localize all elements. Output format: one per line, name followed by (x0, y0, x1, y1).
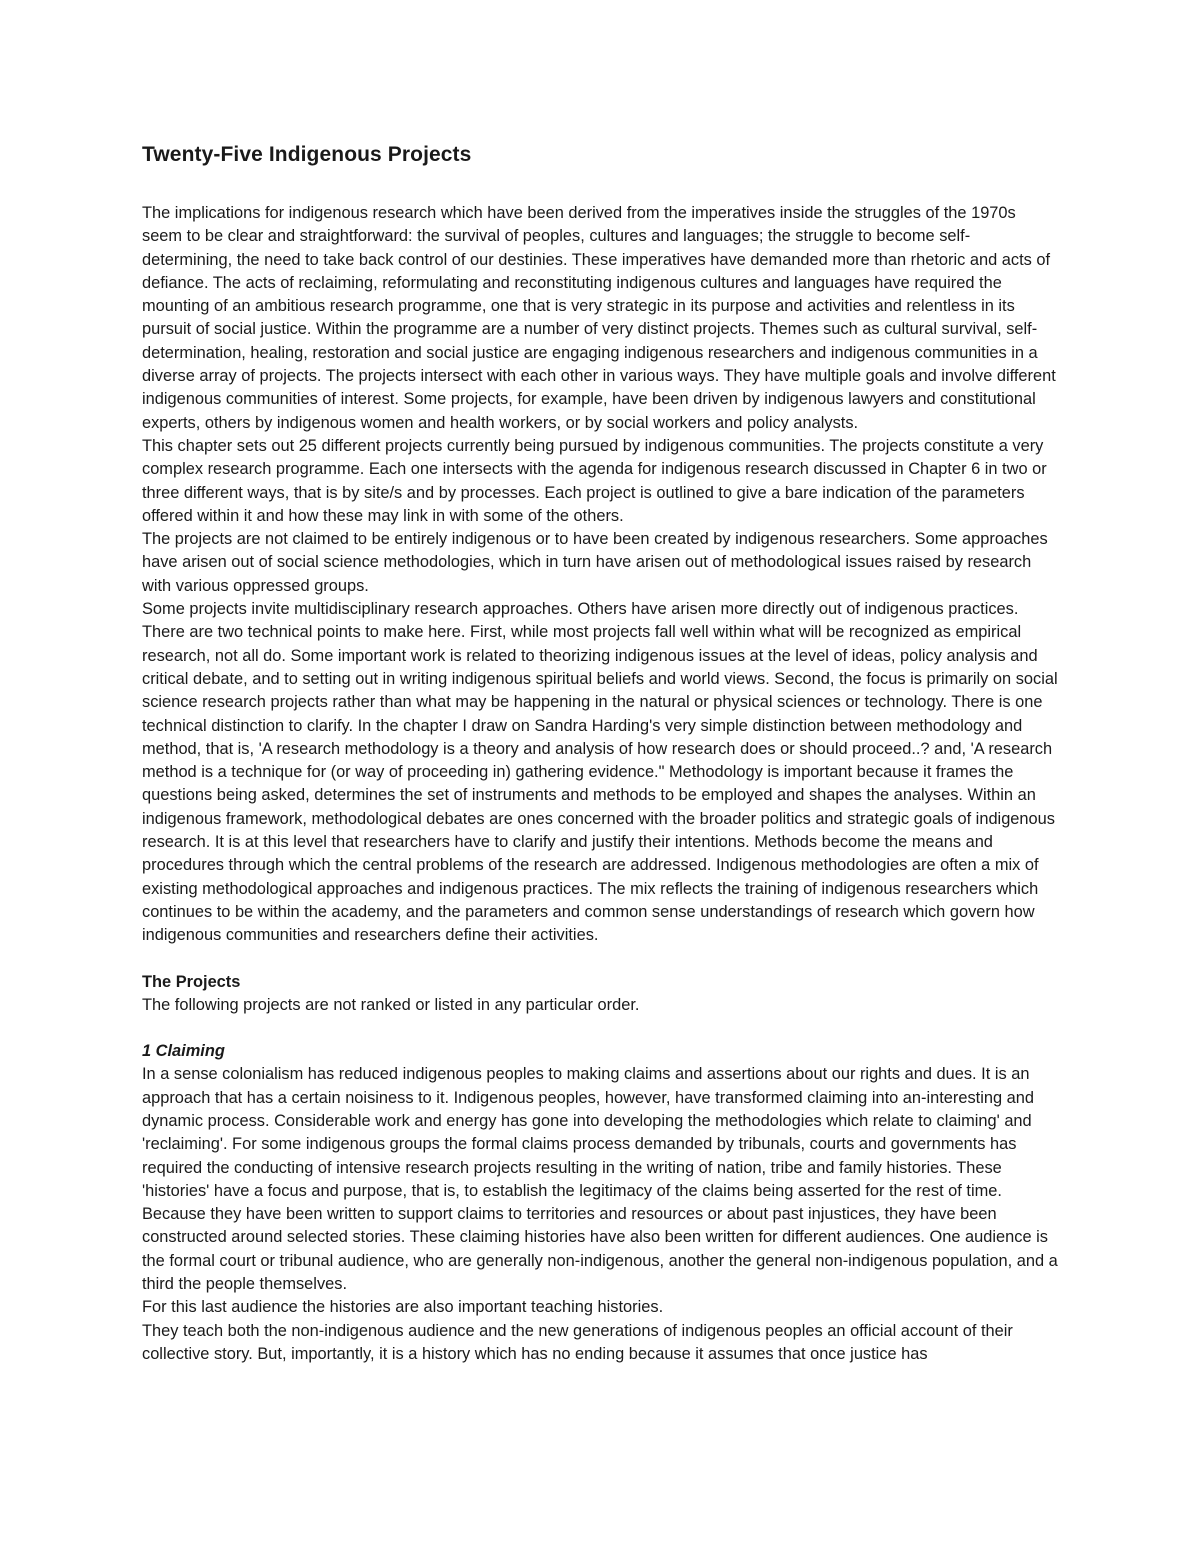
project-paragraph: They teach both the non-indigenous audience and the new generations of indigenous peoples an official account of their collective story. But, importantly, it is a history which has no ending because it assumes that once justice has (142, 1321, 1013, 1363)
project-paragraph: In a sense colonialism has reduced indigenous peoples to making claims and assertions about our rights and dues. It is an approach that has a certain noisiness to it. Indigenous peoples, however, have transformed claiming into an-interesting and dynamic process. Considerable work and energy has gone into developing the methodologies which relate to claiming' and 'reclaiming'. For some indigenous groups the formal claims process demanded by tribunals, courts and governments has required the conducting of intensive research projects resulting in the writing of nation, tribe and family histories. These 'histories' have a focus and purpose, that is, to establish the legitimacy of the claims being asserted for the rest of time. Because they have been written to support claims to territories and resources or about past injustices, they have been constructed around selected stories. These claiming histories have also been written for different audiences. One audience is the formal court or tribunal audience, who are generally non-indigenous, another the general non-indigenous population, and a third the people themselves. (142, 1065, 1058, 1294)
intro-paragraph: The implications for indigenous research which have been derived from the imperatives inside the struggles of the 1970s seem to be clear and straightforward: the survival of peoples, cultures and languages; the struggle to become self-determining, the need to take back control of our destinies. These imperatives have demanded more than rhetoric and acts of defiance. The acts of reclaiming, reformulating and reconstituting indigenous cultures and languages have required the mounting of an ambitious research programme, one that is very strategic in its purpose and activities and relentless in its pursuit of social justice. Within the programme are a number of very distinct projects. Themes such as cultural survival, self-determination, healing, restoration and social justice are engaging indigenous researchers and indigenous communities in a diverse array of projects. The projects intersect with each other in various ways. They have multiple goals and involve different indigenous communities of interest. Some projects, for example, have been driven by indigenous lawyers and constitutional experts, others by indigenous women and health workers, or by social workers and policy analysts. (142, 204, 1056, 432)
intro-paragraph: The projects are not claimed to be entirely indigenous or to have been created by indigenous researchers. Some approaches have arisen out of social science methodologies, which in turn have arisen out of methodological issues raised by research with various oppressed groups. (142, 530, 1048, 595)
section-subtext: The following projects are not ranked or listed in any particular order. (142, 995, 640, 1014)
intro-paragraph: This chapter sets out 25 different projects currently being pursued by indigenous communities. The projects constitute a very complex research programme. Each one intersects with the agenda for indigenous research discussed in Chapter 6 in two or three different ways, that is by site/s and by processes. Each project is outlined to give a bare indication of the parameters offered within it and how these may link in with some of the others. (142, 436, 1047, 525)
document-page (142, 140, 1060, 1366)
section-heading-projects: The Projects (142, 972, 241, 991)
document-title: Twenty-Five Indigenous Projects (142, 143, 472, 166)
project-paragraph: For this last audience the histories are also important teaching histories. (142, 1298, 664, 1317)
project-heading-claiming: 1 Claiming (142, 1042, 225, 1061)
intro-paragraph: Some projects invite multidisciplinary research approaches. Others have arisen more directly out of indigenous practices. There are two technical points to make here. First, while most projects fall well within what will be recognized as empirical research, not all do. Some important work is related to theorizing indigenous issues at the level of ideas, policy analysis and critical debate, and to setting out in writing indigenous spiritual beliefs and world views. Second, the focus is primarily on social science research projects rather than what may be happening in the natural or physical sciences or technology. There is one technical distinction to clarify. In the chapter I draw on Sandra Harding's very simple distinction between methodology and method, that is, 'A research methodology is a theory and analysis of how research does or should proceed..? and, 'A research method is a technique for (or way of proceeding in) gathering evidence." Methodology is important because it frames the questions being asked, determines the set of instruments and methods to be employed and shapes the analyses. Within an indigenous framework, methodological debates are ones concerned with the broader politics and strategic goals of indigenous research. It is at this level that researchers have to clarify and justify their intentions. Methods become the means and procedures through which the central problems of the research are addressed. Indigenous methodologies are often a mix of existing methodological approaches and indigenous practices. The mix reflects the training of indigenous researchers which continues to be within the academy, and the parameters and common sense understandings of research which govern how indigenous communities and researchers define their activities. (142, 600, 1058, 945)
